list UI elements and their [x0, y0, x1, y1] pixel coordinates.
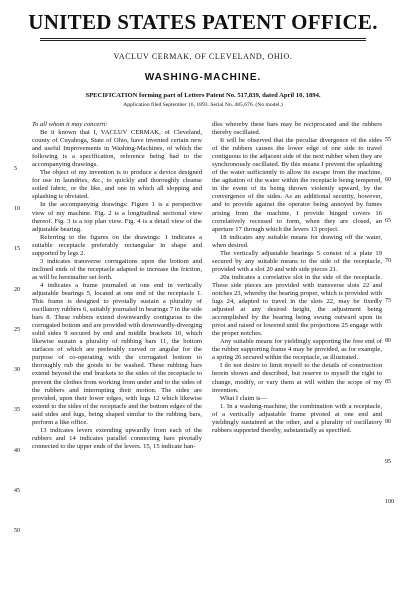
right-column [212, 121, 382, 435]
line-number: 90 [385, 419, 391, 425]
inventor-line: VACLUV CERMAK, OF CLEVELAND, OHIO. [113, 52, 293, 61]
title-rule-top [40, 38, 366, 39]
line-number: 70 [385, 258, 391, 264]
claim: 1. In a washing-machine, the combination with a receptacle, of a vertically adjustable frame pivoted at one end and yieldingly sustained at the other, and a plurality of oscillatory rubbers supported thereby, substantially as specified. [212, 402, 382, 434]
line-number: 15 [14, 246, 20, 252]
paragraph: The vertically adjustable bearings 5 consist of a plate 19 secured by any suitable means to the side of the receptacle, provided with a slot 20 and with side pieces 21. [212, 249, 382, 273]
paragraph: 13 indicates levers extending upwardly from each of the rubbers and 14 indicates parallel connecting bars pivotally connected to the upper ends of the levers. 15, 15 indicate han- [32, 426, 202, 450]
paragraph: The object of my invention is to produce a device designed for use in laundries, &c., to quickly and thoroughly cleanse soiled fabric, or the like, and one in which all slopping and splashing is obviated. [32, 169, 202, 201]
line-number: 100 [385, 499, 394, 505]
line-number: 25 [14, 327, 20, 333]
paragraph: 18 indicates any suitable means for drawing off the water, when desired. [212, 233, 382, 249]
paragraph: Any suitable means for yieldingly supporting the free end of the rubber supporting frame 4 may be provided, as for example, a spring 26 secured within the receptacle, as illustrated. [212, 338, 382, 362]
line-number: 5 [14, 166, 17, 172]
invention-title: WASHING-MACHINE. [144, 72, 262, 83]
specification-line: SPECIFICATION forming part of Letters Patent No. 517,839, dated April 10, 1894. [85, 92, 321, 99]
line-number: 80 [385, 338, 391, 344]
line-number: 60 [385, 177, 391, 183]
line-number: 75 [385, 298, 391, 304]
paragraph: 4 indicates a frame journaled at one end in vertically adjustable bearings 5, located at one end of the receptacle 1. This frame is designed to pivotally sustain a plurality of oscillatory rubbers 6, suitably journaled in bearings 7 in the side bars 8. These rubbers extend downwardly contiguous to the corrugated bottom and are provided with downwardly-diverging solid sides 9 secured by end and middle brackets 10, which likewise sustain a plurality of rubbing bars 11, the bottom surfaces of which are preferably curved or angular for the purpose of co-operating with the corrugated bottom to thoroughly rub the goods to be washed. These rubbing bars extend beyond the end brackets to the sides of the receptacle to prevent the clothes from working from under and to the sides of the rubbers and interrupting their motion. The sides are provided, upon their lower edges, with lugs 12 which likewise extend to the sides of the receptacle and the bottom edges of the said sides and lugs, being shaped similar to the rubbing bars, perform a like office. [32, 281, 202, 426]
line-number: 35 [14, 407, 20, 413]
line-number: 55 [385, 137, 391, 143]
paragraph: I do not desire to limit myself to the details of construction herein shown and described, but reserve to myself the right to change, modify, or vary them at will within the scope of my invention. [212, 362, 382, 394]
paragraph: In the accompanying drawings: Figure 1 is a perspective view of my machine. Fig. 2 is a longitudinal sectional view thereof. Fig. 3 is a top plan view. Fig. 4 is a detail view of the adjustable bearing. [32, 201, 202, 233]
line-number: 20 [14, 287, 20, 293]
paragraph: dles whereby these bars may be reciprocated and the rubbers thereby oscillated. [212, 121, 382, 137]
line-number: 50 [14, 528, 20, 534]
left-column [32, 121, 202, 451]
line-number: 10 [14, 206, 20, 212]
claim-intro: What I claim is— [220, 394, 268, 402]
line-number: 95 [385, 459, 391, 465]
line-number: 45 [14, 488, 20, 494]
application-line: Application filed September 16, 1893. Serial No. 485,676. (No model.) [123, 102, 283, 108]
line-number: 65 [385, 218, 391, 224]
office-title: UNITED STATES PATENT OFFICE. [28, 10, 378, 34]
paragraph: Referring to the figures on the drawings: 1 indicates a suitable receptacle preferably rectangular in shape and supported by legs 2. [32, 233, 202, 257]
salutation: To all whom it may concern: [32, 121, 108, 128]
line-number: 30 [14, 367, 20, 373]
paragraph: 3 indicates transverse corrugations upon the bottom and inclined ends of the receptacle adapted to increase the friction, as will be hereinafter set forth. [32, 257, 202, 281]
line-number: 40 [14, 448, 20, 454]
paragraph: 20a indicates a correlative slot in the side of the receptacle. These side pieces are provided with transverse slots 22 and notches 23, whereby the bearing proper, which is provided with lugs 24, adapted to travel in the slots 22, may be fixedly adjusted at any desired height, the adjustment being accomplished by the bearing being swung outward upon its pivot and raised or lowered until the projections 25 engage with the proper notches. [212, 273, 382, 338]
line-number: 85 [385, 379, 391, 385]
paragraph: Be it known that I, VACLUV CERMAK, of Cleveland, county of Cuyahoga, State of Ohio, have invented certain new and useful Improvements in Washing-Machines, of which the following is a specification, reference being had to the accompanying drawings. [32, 129, 202, 169]
paragraph: It will be observed that the peculiar divergence of the sides of the rubbers causes the lower edge of one side to travel contiguous to the adjacent side of the next rubber when they are synchronously oscillated. By this means I prevent the splashing of the water sufficiently to allow its escape from the machine, the agitation of the water within the receptacle being tempered, in the event of its being thrown violently upward, by the convergence of the sides. As an additional security, however, and to provide against the operator being annoyed by fumes arising from the machine, I provide hinged covers 16 correlatively recessed to form, when they are closed, an aperture 17 through which the levers 13 project. [212, 137, 382, 233]
title-rule-bottom [40, 40, 366, 41]
